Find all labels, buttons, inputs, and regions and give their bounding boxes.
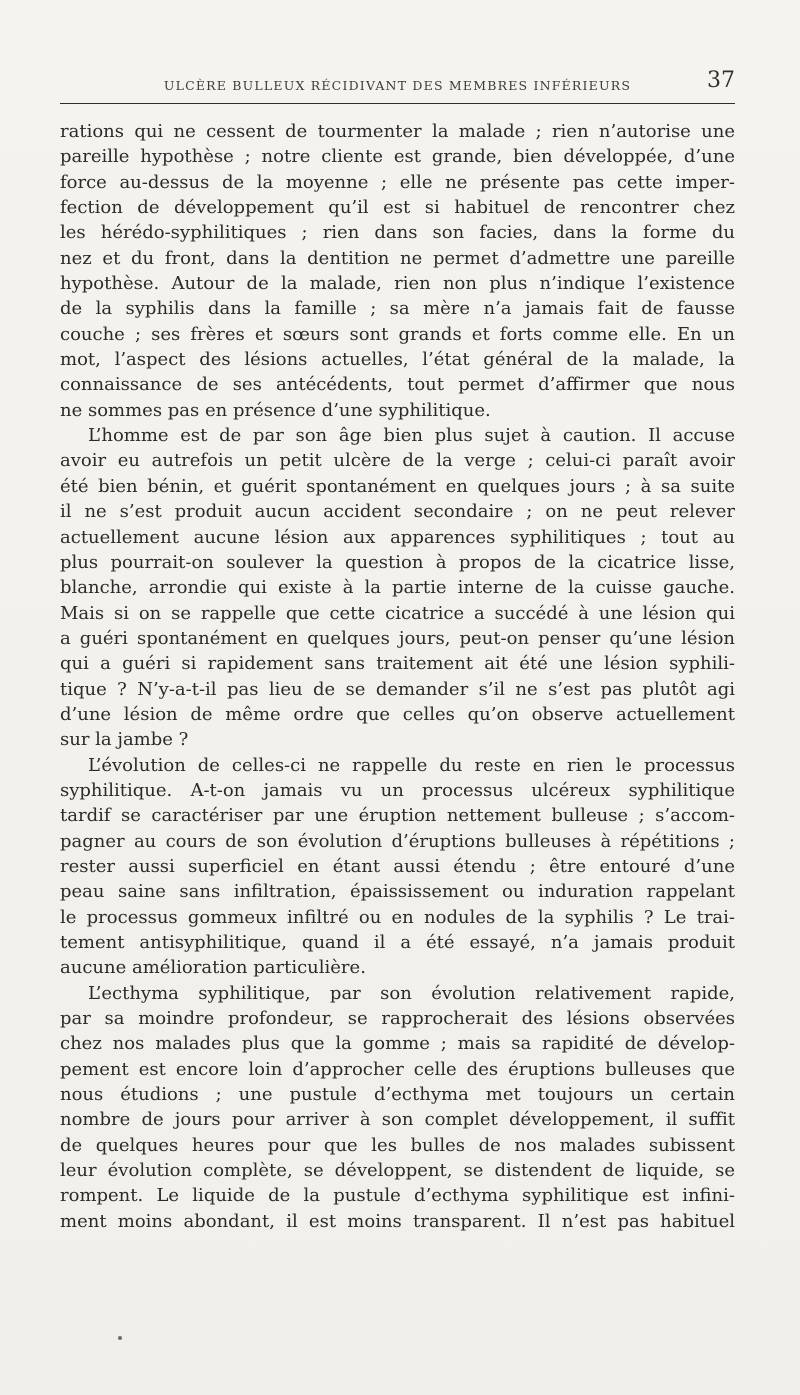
text-line: ne sommes pas en présence d’une syphilitique. [60,399,491,421]
text-line: connaissance de ses antécédents, tout permet d’affirmer que nous [60,374,735,396]
text-line: chez nos malades plus que la gomme ; mais sa rapidité de dévelop- [60,1033,735,1055]
paragraph-start: L’évolution de celles-ci ne rappelle du reste en rien le processus [88,754,735,776]
text-line: avoir eu autrefois un petit ulcère de la verge ; celui-ci paraît avoir [60,450,735,472]
text-line: pement est encore loin d’approcher celle des éruptions bulleuses que [60,1058,735,1080]
body-text [60,119,735,1234]
text-line: plus pourrait-on soulever la question à propos de la cicatrice lisse, [60,551,735,573]
page-number: 37 [707,68,735,93]
text-line: leur évolution complète, se développent, se distendent de liquide, se [60,1160,735,1182]
text-line: rester aussi superficiel en étant aussi étendu ; être entouré d’une [60,855,735,877]
text-line: le processus gommeux infiltré ou en nodules de la syphilis ? Le trai- [60,906,735,928]
page-header [60,60,735,100]
text-line: de quelques heures pour que les bulles de nos malades subissent [60,1134,735,1156]
paragraph-start: L’ecthyma syphilitique, par son évolution relativement rapide, [88,982,735,1004]
text-line: par sa moindre profondeur, se rapprocherait des lésions observées [60,1008,735,1030]
text-line: nous étudions ; une pustule d’ecthyma met toujours un certain [60,1084,735,1106]
text-line: a guéri spontanément en quelques jours, peut-on penser qu’une lésion [60,627,735,649]
text-line: fection de développement qu’il est si habituel de rencontrer chez [60,197,735,219]
text-line: blanche, arrondie qui existe à la partie interne de la cuisse gauche. [60,577,735,599]
text-line: rompent. Le liquide de la pustule d’ecthyma syphilitique est infini- [60,1185,735,1207]
text-line: rations qui ne cessent de tourmenter la malade ; rien n’autorise une [60,121,735,142]
text-line: nombre de jours pour arriver à son complet développement, il suffit [60,1109,735,1131]
text-line: tement antisyphilitique, quand il a été essayé, n’a jamais produit [60,932,735,953]
paper-speck [118,1336,122,1340]
text-line: mot, l’aspect des lésions actuelles, l’état général de la malade, la [60,349,735,371]
text-line: les hérédo-syphilitiques ; rien dans son facies, dans la forme du [60,222,735,244]
text-line: actuellement aucune lésion aux apparences syphilitiques ; tout au [60,526,735,548]
text-line: de la syphilis dans la famille ; sa mère n’a jamais fait de fausse [60,298,735,320]
text-line: nez et du front, dans la dentition ne permet d’admettre une pareille [60,247,735,269]
text-line: peau saine sans infiltration, épaississement ou induration rappelant [60,881,735,903]
text-line: sur la jambe ? [60,729,189,751]
text-line: aucune amélioration particulière. [60,957,366,979]
text-line: force au-dessus de la moyenne ; elle ne présente pas cette imper- [60,171,735,193]
text-line: été bien bénin, et guérit spontanément en quelques jours ; à sa suite [60,475,735,497]
running-title: ULCÈRE BULLEUX RÉCIDIVANT DES MEMBRES INFÉRIEURS [163,78,632,93]
text-line: d’une lésion de même ordre que celles qu’on observe actuellement [60,703,735,725]
text-line: hypothèse. Autour de la malade, rien non plus n’indique l’existence [60,273,735,295]
text-line: pareille hypothèse ; notre cliente est grande, bien développée, d’une [60,146,735,168]
text-line: ment moins abondant, il est moins transparent. Il n’est pas habituel [60,1210,735,1232]
text-line: il ne s’est produit aucun accident secondaire ; on ne peut relever [60,501,735,523]
text-line: Mais si on se rappelle que cette cicatrice a succédé à une lésion qui [60,602,735,624]
text-line: tique ? N’y-a-t-il pas lieu de se demander s’il ne s’est pas plutôt agi [60,678,735,700]
text-line: pagner au cours de son évolution d’éruptions bulleuses à répétitions ; [60,830,735,852]
paragraph-start: L’homme est de par son âge bien plus sujet à caution. Il accuse [88,425,735,447]
text-line: tardif se caractériser par une éruption nettement bulleuse ; s’accom- [60,805,735,827]
text-line: syphilitique. A-t-on jamais vu un processus ulcéreux syphilitique [60,779,735,801]
text-line: qui a guéri si rapidement sans traitement ait été une lésion syphili- [60,653,735,675]
text-line: couche ; ses frères et sœurs sont grands et forts comme elle. En un [60,323,735,345]
header-rule [60,103,735,104]
